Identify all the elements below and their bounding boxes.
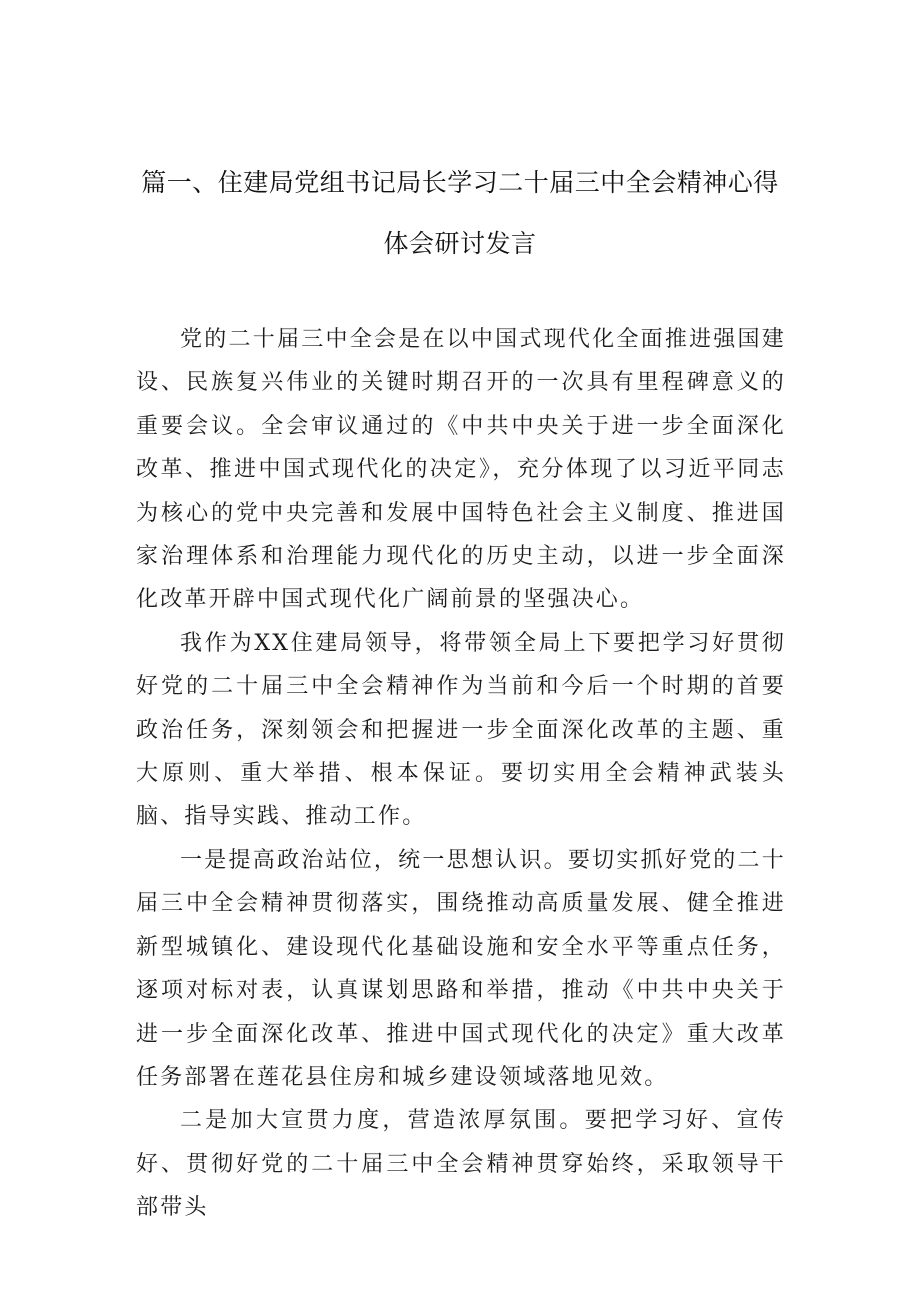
document-body xyxy=(136,318,786,1230)
paragraph-3: 一是提高政治站位，统一思想认识。要切实抓好党的二十届三中全会精神贯彻落实，围绕推动高质量发展、健全推进新型城镇化、建设现代化基础设施和安全水平等重点任务，逐项对标对表，认真谋划思路和举措，推动《中共中央关于进一步全面深化改革、推进中国式现代化的决定》重大改革任务部署在莲花县住房和城乡建设领域落地见效。 xyxy=(136,847,786,1090)
document-title-line-2: 体会研讨发言 xyxy=(383,229,537,258)
paragraph-4: 二是加大宣贯力度，营造浓厚氛围。要把学习好、宣传好、贯彻好党的二十届三中全会精神贯穿始终，采取领导干部带头 xyxy=(136,1108,786,1221)
paragraph-2: 我作为XX住建局领导，将带领全局上下要把学习好贯彻好党的二十届三中全会精神作为当前和今后一个时期的首要政治任务，深刻领会和把握进一步全面深化改革的主题、重大原则、重大举措、根本保证。要切实用全会精神武装头脑、指导实践、推动工作。 xyxy=(136,630,786,830)
paragraph-1: 党的二十届三中全会是在以中国式现代化全面推进强国建设、民族复兴伟业的关键时期召开的一次具有里程碑意义的重要会议。全会审议通过的《中共中央关于进一步全面深化改革、推进中国式现代化的决定》，充分体现了以习近平同志为核心的党中央完善和发展中国特色社会主义制度、推进国家治理体系和治理能力现代化的历史主动，以进一步全面深化改革开辟中国式现代化广阔前景的坚强决心。 xyxy=(136,327,786,613)
document-title-line-1: 篇一、住建局党组书记局长学习二十届三中全会精神心得 xyxy=(141,168,779,197)
